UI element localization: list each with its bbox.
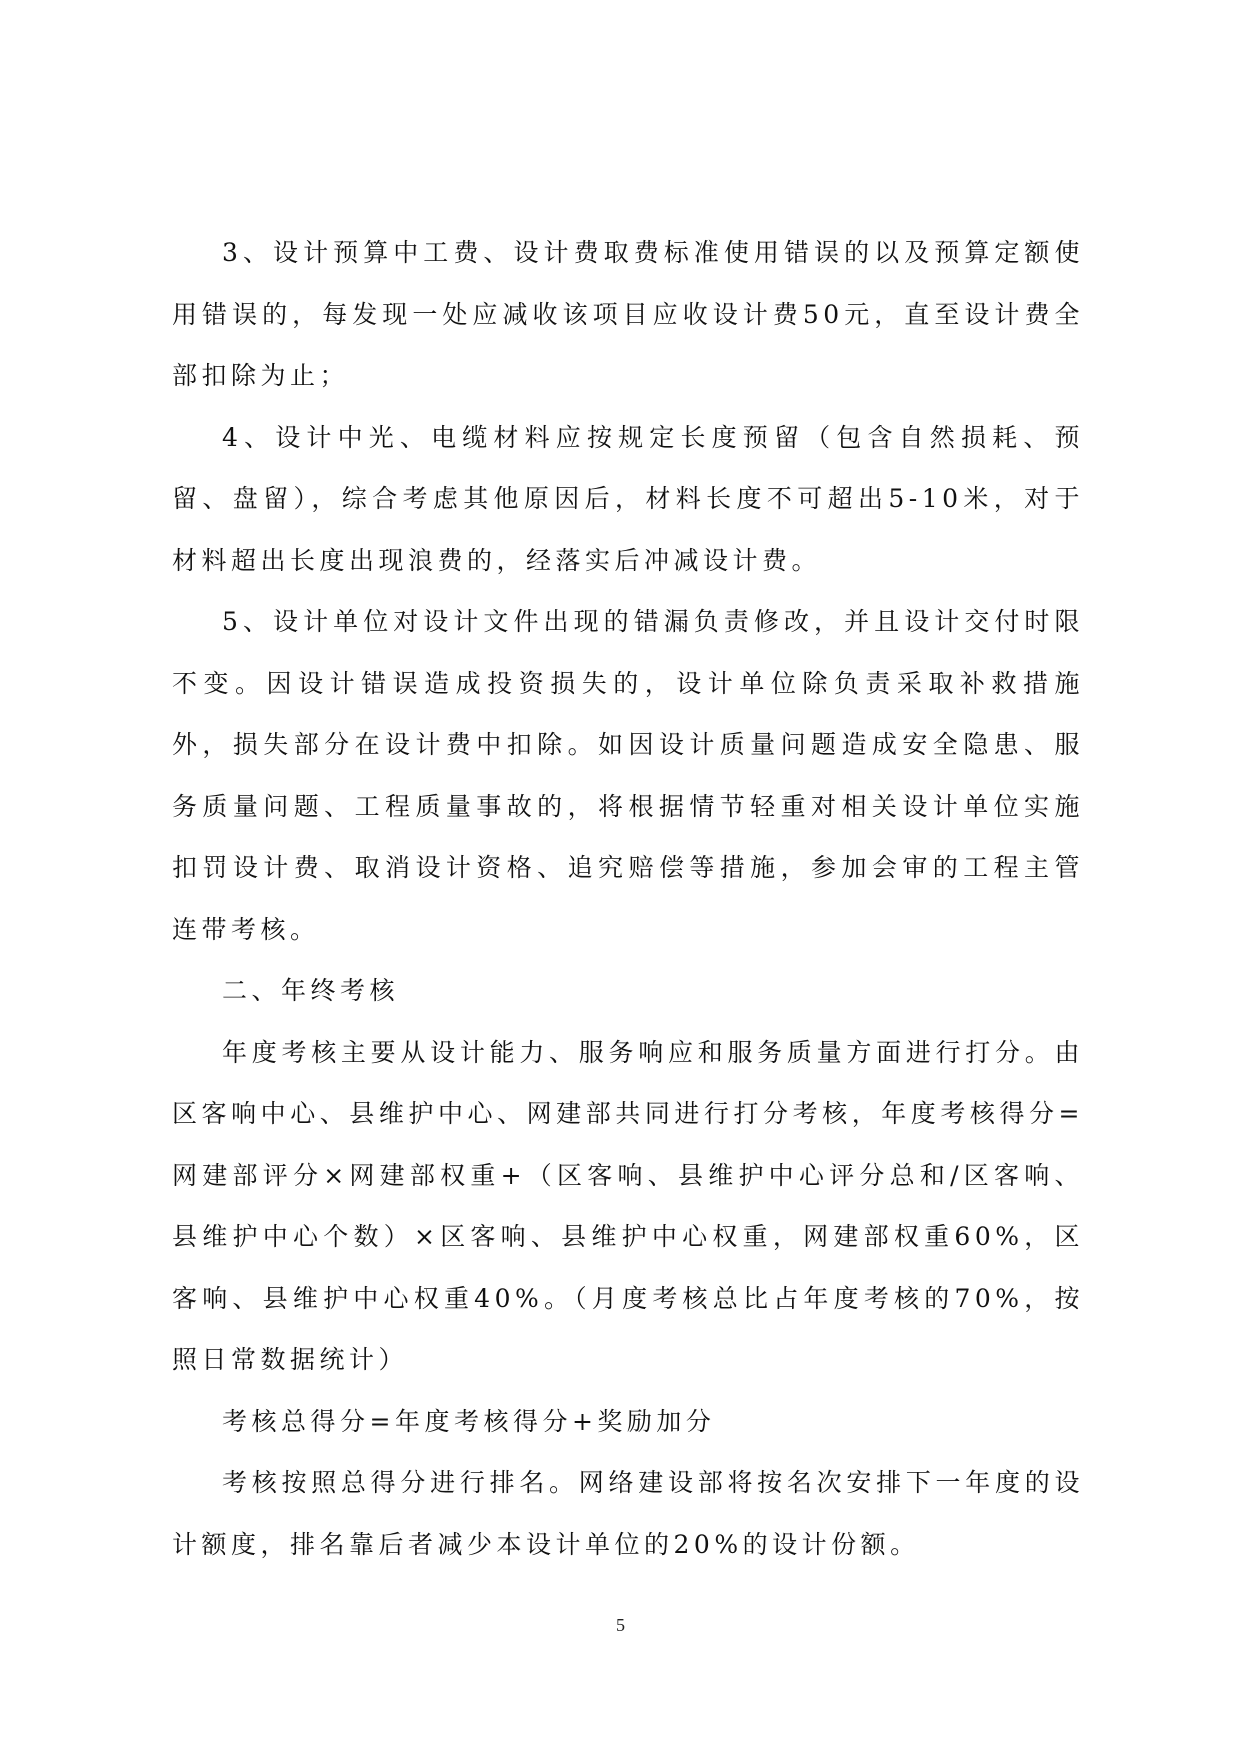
paragraph-total-score-formula: 考核总得分=年度考核得分+奖励加分 bbox=[222, 1406, 716, 1436]
paragraph-item-4-cable-length: 4、设计中光、电缆材料应按规定长度预留（包含自然损耗、预留、盘留），综合考虑其他原因后，材料长度不可超出5-10米，对于材料超出长度出现浪费的，经落实后冲减设计费。 bbox=[172, 422, 1084, 575]
section-heading-annual-assessment: 二、年终考核 bbox=[222, 976, 400, 1005]
paragraph-item-3-budget-errors: 3、设计预算中工费、设计费取费标准使用错误的以及预算定额使用错误的，每发现一处应减收该项目应收设计费50元，直至设计费全部扣除为止； bbox=[172, 238, 1084, 390]
paragraph-ranking: 考核按照总得分进行排名。网络建设部将按名次安排下一年度的设计额度，排名靠后者减少本设计单位的20%的设计份额。 bbox=[172, 1468, 1084, 1559]
document-body bbox=[172, 222, 1084, 1575]
paragraph-item-5-design-errors: 5、设计单位对设计文件出现的错漏负责修改，并且设计交付时限不变。因设计错误造成投资损失的，设计单位除负责采取补救措施外，损失部分在设计费中扣除。如因设计质量问题造成安全隐患、服务质量问题、工程质量事故的，将根据情节轻重对相关设计单位实施扣罚设计费、取消设计资格、追究赔偿等措施，参加会审的工程主管连带考核。 bbox=[172, 607, 1084, 944]
paragraph-annual-assessment-scoring: 年度考核主要从设计能力、服务响应和服务质量方面进行打分。由区客响中心、县维护中心、网建部共同进行打分考核，年度考核得分=网建部评分×网建部权重+（区客响、县维护中心评分总和/区客响、县维护中心个数）×区客响、县维护中心权重，网建部权重60%，区客响、县维护中心权重40%。（月度考核总比占年度考核的70%，按照日常数据统计） bbox=[172, 1037, 1084, 1374]
page-number: 5 bbox=[616, 1615, 625, 1635]
